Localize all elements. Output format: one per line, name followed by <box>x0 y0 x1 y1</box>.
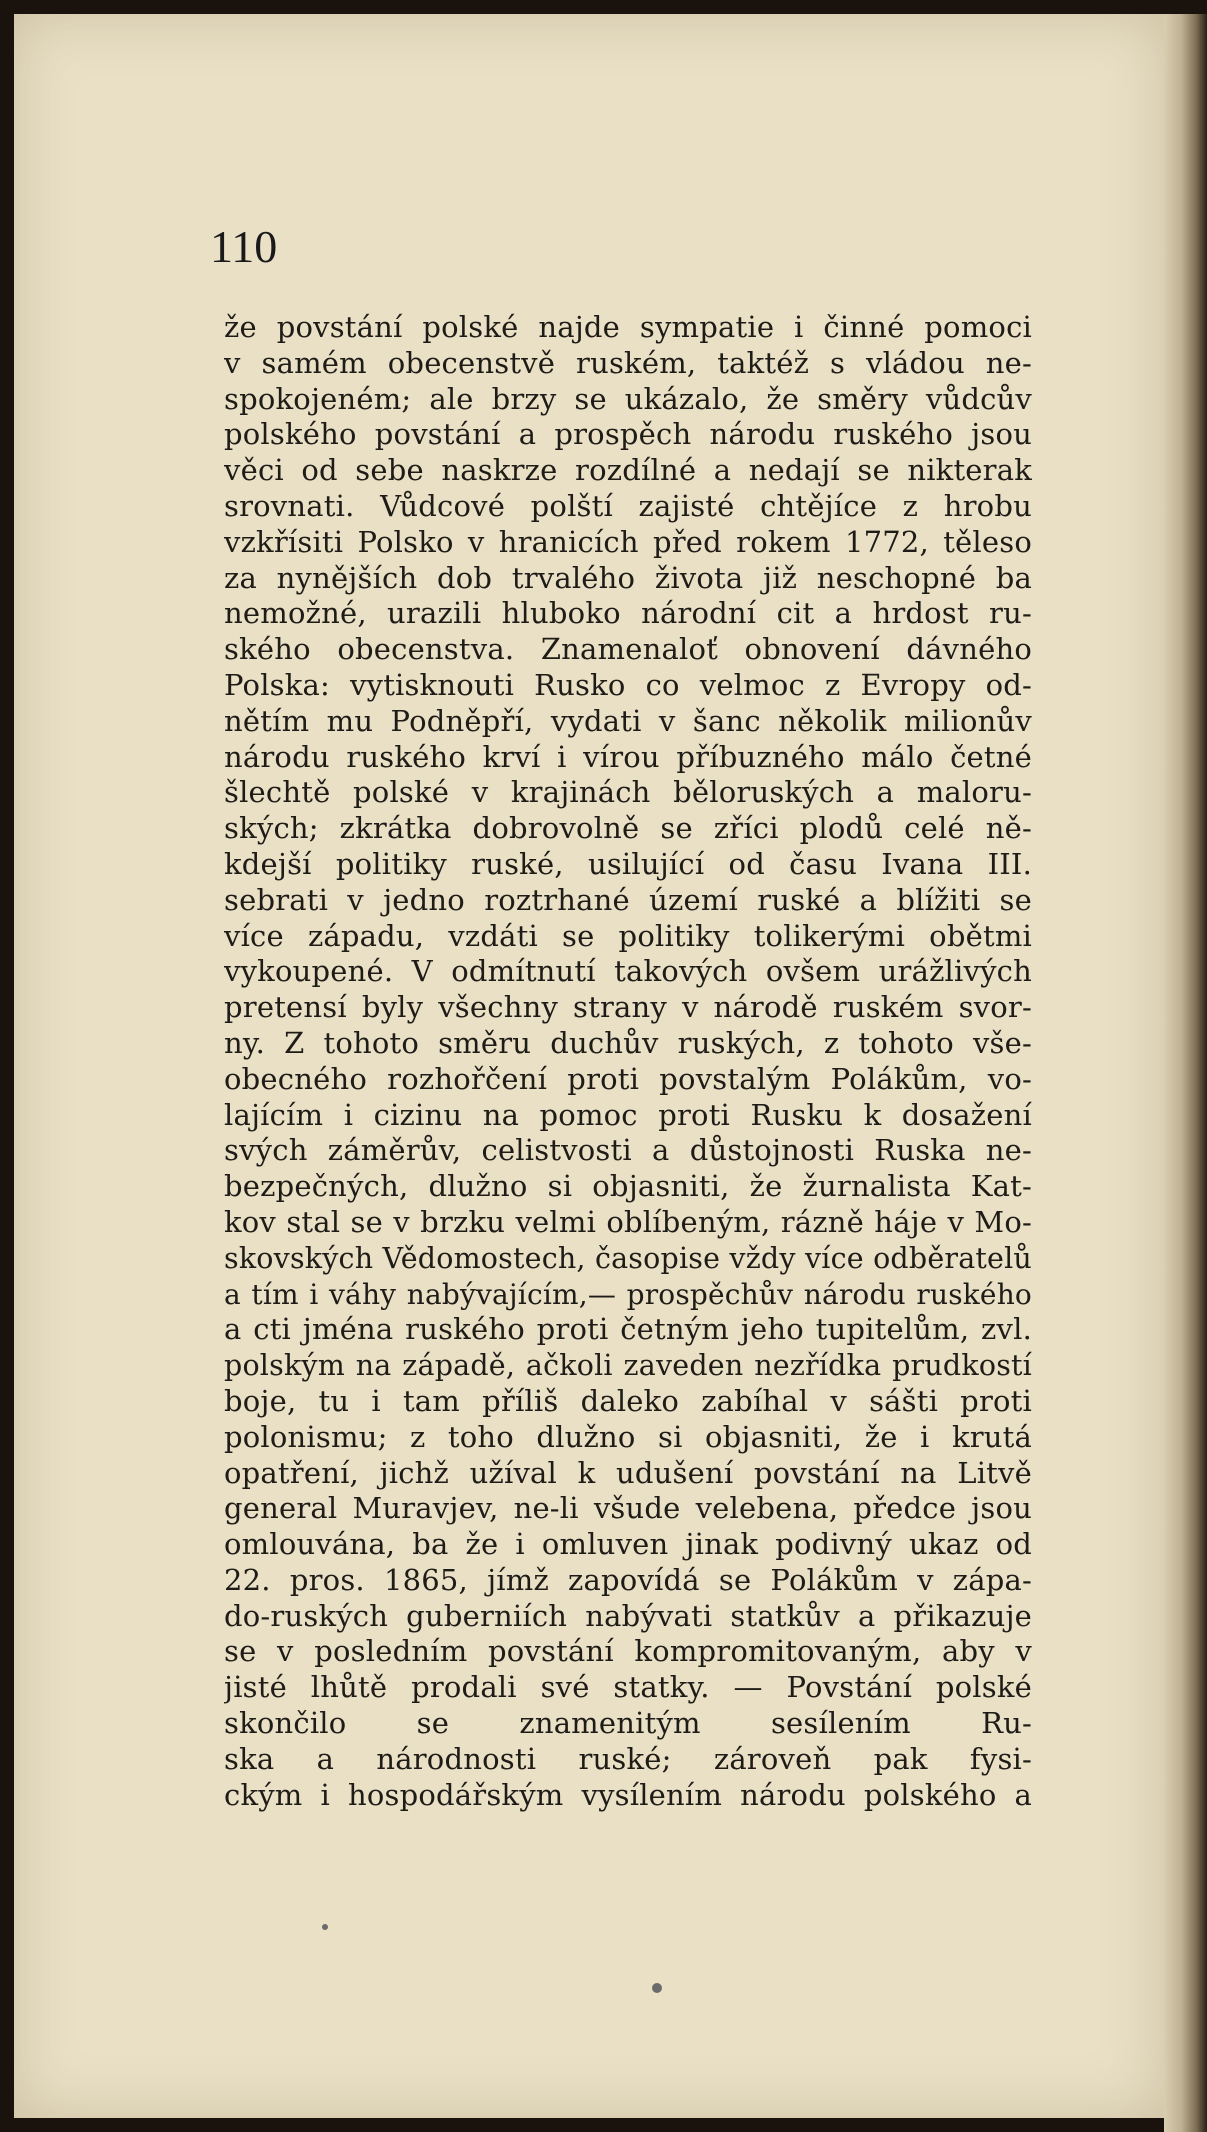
text-line: sebrati v jedno roztrhané území ruské a blížiti se <box>224 882 1032 917</box>
text-line: věci od sebe naskrze rozdílné a nedají se nikterak <box>224 453 1032 488</box>
text-line: ckým i hospodářským vysílením národu polského a <box>224 1777 1032 1812</box>
text-line: 22. pros. 1865, jímž zapovídá se Polákům v zápa- <box>224 1562 1032 1597</box>
text-line: bezpečných, dlužno si objasniti, že žurnalista Kat- <box>224 1169 1032 1204</box>
text-line: obecného rozhořčení proti povstalým Polákům, vo- <box>224 1061 1032 1096</box>
text-line: polským na západě, ačkoli zaveden nezřídka prudkostí <box>224 1349 1032 1383</box>
text-line: se v posledním povstání kompromitovaným, aby v <box>224 1634 1032 1669</box>
text-line: omlouvána, ba že i omluven jinak podivný ukaz od <box>224 1527 1032 1562</box>
text-line: šlechtě polské v krajinách běloruských a maloru- <box>224 775 1032 810</box>
text-line: více západu, vzdáti se politiky tolikerými obětmi <box>224 918 1032 953</box>
text-line: srovnati. Vůdcové polští zajisté chtějíce z hrobu <box>224 488 1032 523</box>
text-line: general Muravjev, ne-li všude velebena, předce jsou <box>224 1491 1032 1526</box>
text-line: Polska: vytisknouti Rusko co velmoc z Evropy od- <box>224 667 1032 702</box>
page-number: 110 <box>210 221 278 272</box>
text-line: jisté lhůtě prodali své statky. — Povstání polské <box>224 1670 1032 1705</box>
text-line: za nynějších dob trvalého života již neschopné ba <box>224 560 1032 595</box>
text-line: boje, tu i tam příliš daleko zabíhal v sášti proti <box>224 1383 1032 1418</box>
text-line: národu ruského krví i vírou příbuzného málo četné <box>224 739 1032 774</box>
text-line: skovských Vědomostech, časopise vždy více odběratelů <box>224 1241 1032 1275</box>
text-line: ského obecenstva. Znamenaloť obnovení dávného <box>224 632 1032 667</box>
text-line: vykoupené. V odmítnutí takových ovšem urážlivých <box>224 954 1032 989</box>
text-line: a cti jména ruského proti četným jeho tupitelům, zvl. <box>224 1312 1032 1347</box>
text-line: nětím mu Podněpří, vydati v šanc několik milionův <box>224 703 1032 738</box>
text-line: lajícím i cizinu na pomoc proti Rusku k dosažení <box>224 1097 1032 1132</box>
text-line: pretensí byly všechny strany v národě ruském svor- <box>224 990 1032 1025</box>
text-line: že povstání polské najde sympatie i činné pomoci <box>224 310 1032 344</box>
text-line: skončilo se znamenitým sesílením Ru- <box>224 1706 1032 1741</box>
paper-spot <box>652 1983 662 1993</box>
text-line: nemožné, urazili hluboko národní cit a hrdost ru- <box>224 596 1032 631</box>
book-spine <box>1164 14 1207 2132</box>
paper-spot <box>322 1924 328 1930</box>
text-line: do-ruských guberniích nabývati statkův a přikazuje <box>224 1598 1032 1633</box>
text-line: v samém obecenstvě ruském, taktéž s vládou ne- <box>224 345 1032 380</box>
text-line: opatření, jichž užíval k udušení povstání na Litvě <box>224 1455 1032 1490</box>
text-line: kdejší politiky ruské, usilující od času Ivana III. <box>224 846 1032 881</box>
text-line: ny. Z tohoto směru duchův ruských, z tohoto vše- <box>224 1025 1032 1060</box>
text-line: ska a národnosti ruské; zároveň pak fysi- <box>224 1741 1032 1776</box>
body-text <box>224 310 1032 1813</box>
text-line: polonismu; z toho dlužno si objasniti, že i krutá <box>224 1419 1032 1454</box>
text-line: vzkřísiti Polsko v hranicích před rokem 1772, těleso <box>224 524 1032 559</box>
text-line: polského povstání a prospěch národu ruského jsou <box>224 417 1032 452</box>
text-line: ských; zkrátka dobrovolně se zříci plodů celé ně- <box>224 811 1032 846</box>
text-line: svých záměrův, celistvosti a důstojnosti Ruska ne- <box>224 1133 1032 1168</box>
text-line: a tím i váhy nabývajícím,— prospěchův národu ruského <box>224 1277 1032 1311</box>
text-line: spokojeném; ale brzy se ukázalo, že směry vůdcův <box>224 381 1032 416</box>
text-line: kov stal se v brzku velmi oblíbeným, rázně háje v Mo- <box>224 1204 1032 1239</box>
